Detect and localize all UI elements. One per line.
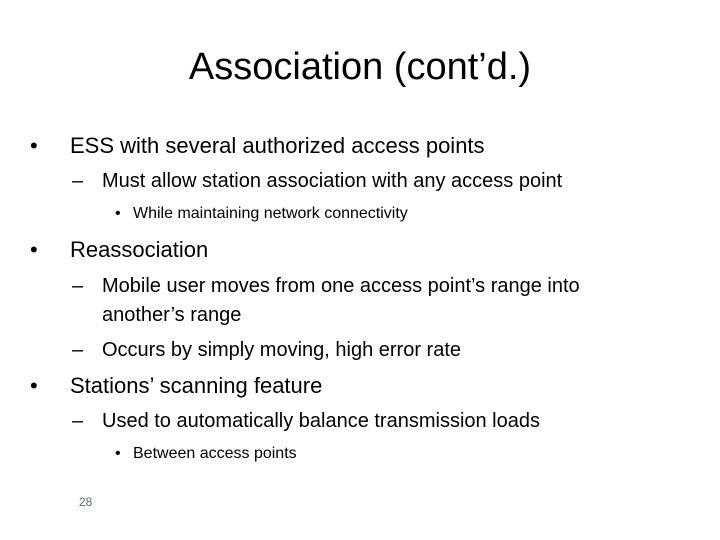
bullet-2-sub-1-text-line2: another’s range [102, 304, 242, 326]
sub-bullet-marker: – [72, 170, 84, 192]
bullet-3-text: Stations’ scanning feature [70, 373, 323, 398]
sub-bullet-marker: – [72, 339, 84, 361]
bullet-3-sub-1-sub-1-text: Between access points [133, 445, 297, 462]
bullet-1-sub-1-sub-1-text: While maintaining network connectivity [133, 205, 408, 222]
bullet-marker: • [30, 373, 38, 398]
slide-title: Association (cont’d.) [188, 46, 532, 88]
bullet-2-sub-1-text-line1: Mobile user moves from one access point’s range into [102, 275, 580, 297]
sub-bullet-marker: – [72, 275, 84, 297]
bullet-1-text: ESS with several authorized access points [70, 133, 485, 158]
bullet-2-sub-2-text: Occurs by simply moving, high error rate [102, 339, 462, 361]
bullet-3-sub-1-text: Used to automatically balance transmission loads [102, 410, 540, 432]
bullet-1-sub-1-text: Must allow station association with any access point [102, 170, 563, 192]
bullet-2-text: Reassociation [70, 237, 209, 262]
sub-sub-bullet-marker: • [115, 445, 121, 462]
sub-bullet-marker: – [72, 410, 84, 432]
bullet-marker: • [30, 237, 38, 262]
sub-sub-bullet-marker: • [115, 205, 121, 222]
bullet-marker: • [30, 133, 38, 158]
page-number: 28 [79, 495, 93, 509]
